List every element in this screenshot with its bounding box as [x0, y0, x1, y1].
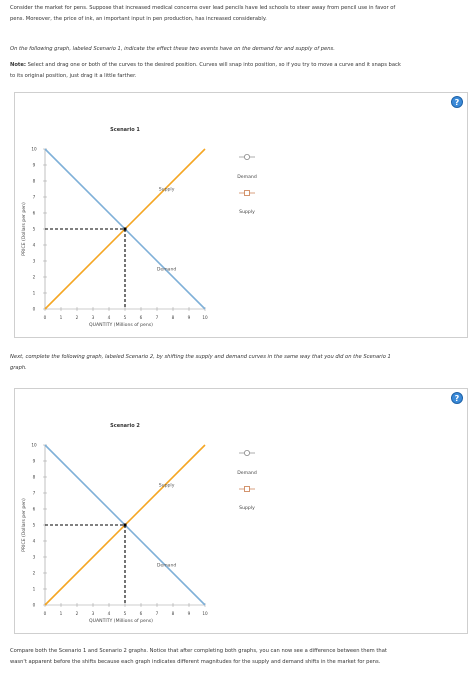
y-tick-label: 7: [32, 490, 36, 496]
demand-curve-label: Demand: [156, 267, 177, 273]
x-tick-label: 7: [155, 611, 159, 616]
supply-tool-label: Supply: [239, 506, 255, 511]
y-tick-label: 2: [32, 274, 36, 280]
closing-line-2: wasn't apparent before the shifts because each graph indicates different magnitudes for the supply and demand shifts in the market for pens.: [10, 658, 381, 665]
scenario1-chart[interactable]: [15, 93, 467, 337]
x-tick-label: 6: [139, 611, 143, 616]
demand-tool-icon[interactable]: [244, 154, 249, 159]
closing-paragraph: [10, 646, 470, 667]
x-tick-label: 9: [187, 315, 191, 320]
y-tick-label: 2: [32, 570, 36, 576]
supply-tool-label: Supply: [239, 210, 255, 215]
y-tick-label: 6: [32, 210, 36, 216]
x-tick-label: 10: [202, 611, 208, 616]
x-tick-label: 4: [107, 315, 111, 320]
y-tick-label: 8: [32, 178, 36, 184]
x-tick-label: 6: [139, 315, 143, 320]
intro-line-1: Consider the market for pens. Suppose that increased medical concerns over lead pencils have led schools to steer away from pencil use in favor of: [10, 5, 396, 11]
scenario2-chart[interactable]: [15, 389, 467, 633]
chart-title: Scenario 1: [110, 127, 140, 133]
equilibrium-point: [124, 228, 127, 231]
x-axis-label: QUANTITY (Millions of pens): [89, 323, 153, 328]
chart-title: Scenario 2: [110, 423, 140, 429]
y-tick-label: 9: [32, 162, 36, 168]
y-tick-label: 10: [31, 146, 37, 152]
x-tick-label: 8: [171, 611, 175, 616]
y-tick-label: 1: [32, 586, 36, 592]
y-tick-label: 3: [32, 258, 36, 264]
y-tick-label: 5: [32, 226, 36, 232]
x-tick-label: 10: [202, 315, 208, 320]
supply-tool-icon[interactable]: [245, 487, 250, 492]
demand-tool-label: Demand: [237, 471, 257, 476]
x-tick-label: 1: [59, 611, 63, 616]
y-axis-label: PRICE (Dollars per pen): [22, 202, 27, 256]
demand-tool-label: Demand: [237, 175, 257, 180]
x-tick-label: 3: [91, 611, 95, 616]
supply-curve-label: Supply: [158, 483, 175, 489]
demand-tool-icon[interactable]: [244, 450, 249, 455]
y-tick-label: 1: [32, 290, 36, 296]
x-tick-label: 5: [123, 315, 127, 320]
note-paragraph: [10, 60, 470, 81]
x-tick-label: 1: [59, 315, 63, 320]
y-tick-label: 10: [31, 442, 37, 448]
supply-tool-icon[interactable]: [245, 191, 250, 196]
x-tick-label: 0: [43, 315, 47, 320]
y-tick-label: 0: [32, 602, 36, 608]
x-tick-label: 2: [75, 315, 79, 320]
note-label: Note:: [10, 62, 26, 68]
y-tick-label: 7: [32, 194, 36, 200]
intro-paragraph: [10, 3, 470, 24]
x-tick-label: 0: [43, 611, 47, 616]
x-tick-label: 2: [75, 611, 79, 616]
scenario1-instruction: On the following graph, labeled Scenario 1, indicate the effect these two events have on the demand for and supply of pens.: [10, 46, 335, 52]
x-tick-label: 4: [107, 611, 111, 616]
x-tick-label: 9: [187, 611, 191, 616]
scenario1-panel: [14, 92, 468, 338]
x-tick-label: 8: [171, 315, 175, 320]
scenario2-instruction: [10, 352, 470, 373]
scenario2-instruction-line-2: graph.: [10, 364, 27, 371]
x-axis-label: QUANTITY (Millions of pens): [89, 619, 153, 624]
help-button[interactable]: ?: [451, 392, 463, 404]
y-tick-label: 9: [32, 458, 36, 464]
equilibrium-point: [124, 524, 127, 527]
y-tick-label: 5: [32, 522, 36, 528]
scenario2-instruction-line-1: Next, complete the following graph, labeled Scenario 2, by shifting the supply and demand curves in the same way that you did on the Scenario 1: [10, 354, 391, 360]
y-tick-label: 6: [32, 506, 36, 512]
y-tick-label: 8: [32, 474, 36, 480]
y-axis-label: PRICE (Dollars per pen): [22, 498, 27, 552]
x-tick-label: 3: [91, 315, 95, 320]
y-tick-label: 4: [32, 242, 36, 248]
intro-line-2: pens. Moreover, the price of ink, an important input in pen production, has increased considerably.: [10, 15, 267, 22]
x-tick-label: 7: [155, 315, 159, 320]
y-tick-label: 3: [32, 554, 36, 560]
demand-curve-label: Demand: [156, 563, 177, 569]
help-button[interactable]: ?: [451, 96, 463, 108]
note-line-1: Select and drag one or both of the curves to the desired position. Curves will snap into position, so if you try to move a curve and it snaps back: [27, 62, 401, 68]
y-tick-label: 4: [32, 538, 36, 544]
x-tick-label: 5: [123, 611, 127, 616]
y-tick-label: 0: [32, 306, 36, 312]
scenario2-panel: [14, 388, 468, 634]
closing-line-1: Compare both the Scenario 1 and Scenario 2 graphs. Notice that after completing both graphs, you can now see a difference between them that: [10, 648, 387, 654]
supply-curve-label: Supply: [158, 187, 175, 193]
note-line-2: to its original position, just drag it a little farther.: [10, 72, 137, 79]
